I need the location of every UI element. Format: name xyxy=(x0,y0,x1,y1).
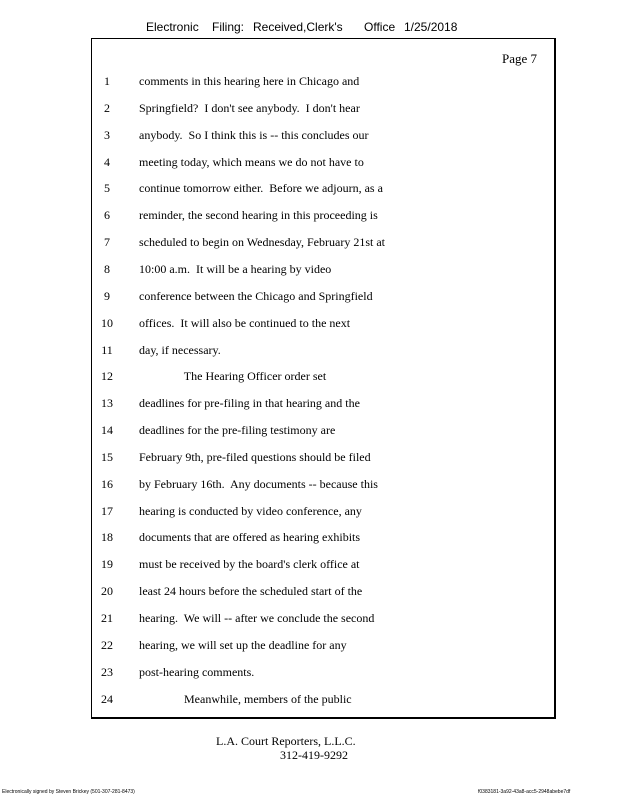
line-number: 20 xyxy=(101,584,113,598)
line-number: 2 xyxy=(104,101,110,115)
transcript-line: February 9th, pre-filed questions should be filed xyxy=(139,450,371,464)
stamp-word-filing: Filing: xyxy=(212,20,245,34)
transcript-line: reminder, the second hearing in this proceeding is xyxy=(139,208,378,222)
line-number: 15 xyxy=(101,450,113,464)
line-number: 22 xyxy=(101,638,113,652)
transcript-line: scheduled to begin on Wednesday, February 21st at xyxy=(139,235,385,249)
line-number: 11 xyxy=(101,343,113,357)
line-number: 9 xyxy=(104,289,110,303)
line-number: 17 xyxy=(101,504,113,518)
line-number: 12 xyxy=(101,369,113,383)
transcript-line: deadlines for the pre-filing testimony are xyxy=(139,423,336,437)
transcript-line: least 24 hours before the scheduled start of the xyxy=(139,584,363,598)
line-number: 5 xyxy=(104,181,110,195)
stamp-word-electronic: Electronic xyxy=(146,20,199,34)
transcript-line: must be received by the board's clerk office at xyxy=(139,557,360,571)
line-number: 13 xyxy=(101,396,113,410)
transcript-line: continue tomorrow either. Before we adjourn, as a xyxy=(139,181,383,195)
line-number: 16 xyxy=(101,477,113,491)
line-number: 14 xyxy=(101,423,113,437)
line-number: 18 xyxy=(101,530,113,544)
electronic-signature: Electronically signed by Steven Brickey (501-307-281-8473) xyxy=(2,789,135,795)
transcript-line: by February 16th. Any documents -- because this xyxy=(139,477,378,491)
transcript-line: documents that are offered as hearing exhibits xyxy=(139,530,361,544)
line-number: 6 xyxy=(104,208,110,222)
line-number: 10 xyxy=(101,316,113,330)
transcript-line: post-hearing comments. xyxy=(139,665,255,679)
transcript-line: 10:00 a.m. It will be a hearing by video xyxy=(139,262,332,276)
line-number: 19 xyxy=(101,557,113,571)
line-number: 23 xyxy=(101,665,113,679)
transcript-line: offices. It will also be continued to the next xyxy=(139,316,351,330)
line-number: 24 xyxy=(101,692,113,706)
transcript-line: comments in this hearing here in Chicago and xyxy=(139,74,360,88)
page-number: Page 7 xyxy=(502,51,538,66)
transcript-line: Springfield? I don't see anybody. I don't hear xyxy=(139,101,360,115)
line-number: 4 xyxy=(104,155,110,169)
line-number: 1 xyxy=(104,74,110,88)
stamp-word-received: Received,Clerk's xyxy=(253,20,343,34)
document-hash: f0383181-3a92-43a8-acc5-2948abebe7df xyxy=(478,789,571,795)
transcript-line: conference between the Chicago and Springfield xyxy=(139,289,373,303)
transcript-line: deadlines for pre-filing in that hearing and the xyxy=(139,396,360,410)
line-number: 8 xyxy=(104,262,110,276)
line-number: 7 xyxy=(104,235,110,249)
stamp-date: 1/25/2018 xyxy=(404,20,458,34)
court-reporter-name: L.A. Court Reporters, L.L.C. xyxy=(216,734,356,748)
transcript-line: The Hearing Officer order set xyxy=(139,369,327,383)
stamp-word-office: Office xyxy=(364,20,396,34)
transcript-line: Meanwhile, members of the public xyxy=(139,692,352,706)
transcript-line: day, if necessary. xyxy=(139,343,221,357)
line-number: 3 xyxy=(104,128,110,142)
transcript-line: hearing, we will set up the deadline for any xyxy=(139,638,347,652)
transcript-line: hearing is conducted by video conference, any xyxy=(139,504,362,518)
transcript-line: meeting today, which means we do not have to xyxy=(139,155,364,169)
transcript-line: anybody. So I think this is -- this concludes our xyxy=(139,128,369,142)
line-number: 21 xyxy=(101,611,113,625)
transcript-line: hearing. We will -- after we conclude the second xyxy=(139,611,375,625)
court-reporter-phone: 312-419-9292 xyxy=(280,748,348,762)
